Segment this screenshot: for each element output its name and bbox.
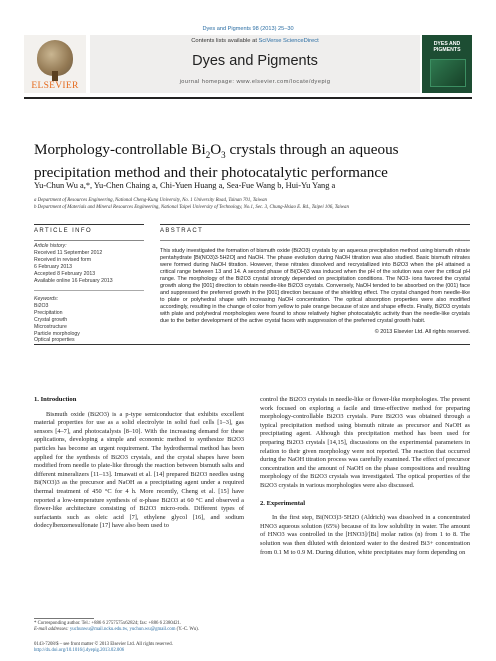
section-2-heading: 2. Experimental xyxy=(260,499,306,507)
email-links[interactable]: yuchunwu@mail.ncku.edu.tw, yuchun.wu@gmail.com xyxy=(69,627,176,632)
elsevier-logo xyxy=(24,35,86,93)
article-info-subrule xyxy=(34,240,144,241)
email-label: E-mail addresses: xyxy=(34,627,69,632)
affiliation-a: a Department of Resources Engineering, National Cheng-Kung University, No. 1 University Road, Tainan 701, Taiwan xyxy=(34,198,267,203)
elsevier-trunk-icon xyxy=(52,71,58,81)
author-list: Yu-Chun Wu a,*, Yu-Chen Chaing a, Chi-Yuen Huang a, Sea-Fue Wang b, Hui-Yu Yang a xyxy=(34,181,336,190)
article-info-heading: ARTICLE INFO xyxy=(34,228,93,234)
keyword-item: Particle morphology xyxy=(34,330,80,337)
affiliations xyxy=(34,197,474,211)
keyword-item: Bi2O3 xyxy=(34,302,49,309)
journal-cover-thumbnail xyxy=(422,35,472,93)
abstract-rule xyxy=(160,224,470,225)
keywords-label: Keywords: xyxy=(34,296,59,302)
article-title: Morphology-controllable $Bi_2O_3$ crystals through an aqueous precipitation method and their photocatalytic performance xyxy=(34,141,399,182)
keywords-block xyxy=(34,296,144,344)
abstract-copyright: © 2013 Elsevier Ltd. All rights reserved. xyxy=(374,329,470,335)
sciencedirect-link[interactable]: SciVerse ScienceDirect xyxy=(258,38,319,44)
intro-paragraph: Bismuth oxide (Bi2O3) is a p-type semiconductor that exhibits excellent material properties for use as a solid electrolyte in solid fuel cells [1–3], gas sensors [4–7], and photocatalysts [8–10]. With the increasing demand for these applications, developing a simple and economic method to synthesize Bi2O3 particles has become an urgent requirement. The hydrothermal method has been applied for the synthesis of Bi2O3 crystals, and the crystal shapes have been modified from needle to plate-like through the reaction between bismuth salts and different mineralizers [11–13]. Irmawati et al. [14] prepared Bi2O3 needles using Bi(NO3)3 as the precursor and NaOH as a precipitating agent under a required thermal treatment of 450 °C for 4 h. More recently, Cheng et al. [15] have reported a low-temperature synthesis of α-phase Bi2O3 at 60 °C and observed a flower-like architecture consisting of Bi2O3 micro-rods. Different types of surfactants such as oleic acid [7], ethylene glycol [16], and sodium dodecylbenzenesulfonate [17] have also been used to xyxy=(34,410,244,530)
email-line xyxy=(34,627,244,633)
header-rule xyxy=(24,97,472,99)
affiliation-b: b Department of Materials and Mineral Resources Engineering, National Taipei University of Technology, No.1, Sec. 3, Chung-Hsiao E. Rd., Taipei 106, Taiwan xyxy=(34,205,349,210)
keyword-item: Precipitation xyxy=(34,309,63,316)
keyword-item: Crystal growth xyxy=(34,316,68,323)
abstract-bottom-rule xyxy=(34,344,470,345)
article-info-rule xyxy=(34,224,144,225)
abstract-subrule xyxy=(160,240,470,241)
body-right-column xyxy=(260,396,470,557)
cover-title: DYES AND PIGMENTS xyxy=(433,41,461,54)
body-left-column xyxy=(34,396,244,531)
history-item: 6 February 2013 xyxy=(34,263,73,270)
contents-prefix: Contents lists available at xyxy=(191,38,259,44)
journal-title: Dyes and Pigments xyxy=(192,53,318,69)
article-history xyxy=(34,243,144,284)
keywords-rule xyxy=(34,290,144,291)
intro-continued-paragraph: control the Bi2O3 crystals in needle-like or flower-like morphologies. The present work focused on exploring a facile and time-effective method for preparing morphology-controllable Bi2O3 crystals. Pure Bi2O3 was obtained through a typical precipitation method using bismuth nitrate as precursor and NaOH as precipitating agent. Although this precipitation method has been used for preparing Bi2O3 crystals [14,15], discussions on the experimental parameters in relation to their given morphology were not reported. The reaction that occurred during the NaOH titration process was carefully examined. The effect of precursor concentration and the amount of NaOH on the phase compositions and resulting morphology of the Bi2O3 crystals was investigated. The optical properties of the Bi2O3 crystals in various morphologies were also discussed. xyxy=(260,396,470,489)
history-label: Article history: xyxy=(34,243,67,249)
footnote-rule xyxy=(34,618,94,619)
email-owner: (Y.-C. Wu). xyxy=(176,627,199,632)
corresponding-author-footnote xyxy=(34,621,244,633)
history-item: Available online 16 February 2013 xyxy=(34,277,113,284)
elsevier-wordmark: ELSEVIER xyxy=(31,81,79,91)
abstract-text: This study investigated the formation of bismuth oxide (Bi2O3) crystals by an aqueous precipitation method using bismuth nitrate pentahydrate [Bi(NO3)3·5H2O] and NaOH. The phase evolution during NaOH titration was also studied. Basic bismuth nitrates were formed during NaOH titration. However, these nitrates dissolved and recrystallized into Bi2O3 when the pH attained a critical range between 13 and 14. A second phase of Bi(OH)3 was induced when the pH of the solution was over the critical pH range. The morphology of the Bi2O3 crystal strongly depended on precipitation conditions. The NO3- ions favored the crystal growth along the [001] direction to obtain needle-like Bi2O3 crystals. Conversely, NaOH tended to be absorbed on the (001) face and suppressed the preferred growth in the [001] direction because of the shielding effect. The crystal changed from needle-like to plate or polyhedral shape with increasing NaOH concentration. The optical absorption properties were also modified accordingly, resulting in the change of color from yellow to pale orange because of size and shape effects. Finally, Bi2O3 crystals with plate and polyhedral morphologies were found to show relatively higher photocatalytic activity than the needle-like crystals due to the better development of the active crystal faces with suppression of the preferred crystal growth habit. xyxy=(160,248,470,325)
cover-image xyxy=(430,59,466,87)
history-item: Accepted 8 February 2013 xyxy=(34,270,96,277)
running-head: Dyes and Pigments 98 (2013) 25–30 xyxy=(202,26,294,32)
corresponding-line: * Corresponding author. Tel.: +886 6 2757575x62824; fax: +886 6 2380421. xyxy=(34,621,182,626)
experimental-paragraph: In the first step, Bi(NO3)3·5H2O (Aldrich) was dissolved in a concentrated HNO3 aqueous solution (65%) because of its low solubility in water. The amount of HNO3 was controlled in the [HNO3]/[Bi] molar ratios (n) from 1 to 8. The solution was then diluted with deionized water to the desired Bi3+ concentration from 0.1 M to 0.9 M. During dilution, white precipitates may form depending on xyxy=(260,514,470,556)
section-1-heading: 1. Introduction xyxy=(34,396,77,403)
journal-banner xyxy=(90,35,420,93)
page-footer xyxy=(34,642,334,654)
contents-line xyxy=(90,38,420,44)
history-item: Received in revised form xyxy=(34,256,92,263)
keyword-item: Optical properties xyxy=(34,337,75,344)
journal-header xyxy=(24,35,472,95)
issn-line: 0143-7208/$ – see front matter © 2013 Elsevier Ltd. All rights reserved. xyxy=(34,642,173,647)
abstract-heading: ABSTRACT xyxy=(160,228,204,234)
history-item: Received 11 September 2012 xyxy=(34,249,103,256)
journal-homepage[interactable]: journal homepage: www.elsevier.com/locate/dyepig xyxy=(179,79,331,85)
doi-link[interactable]: http://dx.doi.org/10.1016/j.dyepig.2013.02.006 xyxy=(34,648,125,653)
keyword-item: Microstructure xyxy=(34,323,67,330)
